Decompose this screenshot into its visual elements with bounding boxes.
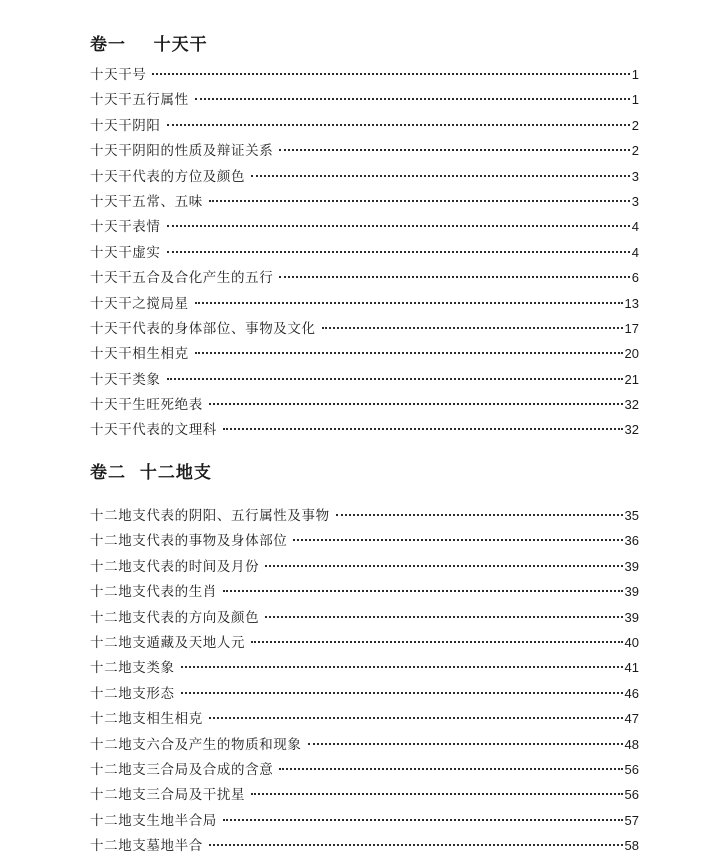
dot-leader bbox=[209, 200, 630, 202]
toc-entry[interactable] bbox=[90, 138, 639, 163]
toc-entry[interactable] bbox=[90, 87, 639, 112]
toc-entry-page-number: 3 bbox=[631, 168, 639, 184]
dot-leader bbox=[251, 793, 622, 795]
toc-entry-page-number: 2 bbox=[631, 143, 639, 159]
section-title-volume-1: 卷一 十天干 bbox=[90, 35, 208, 55]
toc-entry[interactable] bbox=[90, 316, 639, 341]
toc-list-volume-1 bbox=[90, 62, 639, 443]
toc-entry[interactable] bbox=[90, 554, 639, 579]
dot-leader bbox=[223, 590, 623, 592]
toc-entry[interactable] bbox=[90, 706, 639, 731]
toc-entry[interactable] bbox=[90, 113, 639, 138]
toc-entry-label: 十二地支墓地半合 bbox=[90, 838, 203, 855]
toc-entry-page-number: 1 bbox=[631, 92, 639, 108]
toc-entry-page-number: 39 bbox=[624, 609, 639, 625]
dot-leader bbox=[336, 514, 623, 516]
dot-leader bbox=[167, 225, 630, 227]
dot-leader bbox=[293, 539, 622, 541]
toc-entry[interactable] bbox=[90, 503, 639, 528]
toc-entry-label: 十天干代表的方位及颜色 bbox=[90, 168, 246, 185]
toc-entry-label: 十天干虚实 bbox=[90, 244, 161, 261]
toc-entry[interactable] bbox=[90, 833, 639, 858]
toc-entry-label: 十天干五常、五味 bbox=[90, 193, 203, 210]
dot-leader bbox=[265, 565, 622, 567]
toc-entry-page-number: 36 bbox=[624, 533, 639, 549]
toc-entry-label: 十天干号 bbox=[90, 67, 147, 83]
toc-entry[interactable] bbox=[90, 265, 639, 290]
toc-entry[interactable] bbox=[90, 655, 639, 680]
toc-entry-label: 十二地支三合局及合成的含意 bbox=[90, 761, 274, 778]
dot-leader bbox=[195, 352, 623, 354]
toc-entry[interactable] bbox=[90, 808, 639, 833]
toc-entry-label: 十二地支六合及产生的物质和现象 bbox=[90, 736, 302, 753]
dot-leader bbox=[223, 428, 623, 430]
toc-entry-page-number: 20 bbox=[624, 346, 639, 362]
dot-leader bbox=[322, 327, 623, 329]
toc-entry-page-number: 39 bbox=[624, 584, 639, 600]
toc-entry-page-number: 32 bbox=[624, 397, 639, 413]
toc-entry-label: 十二地支代表的时间及月份 bbox=[90, 558, 260, 575]
dot-leader bbox=[167, 378, 623, 380]
toc-entry-page-number: 21 bbox=[624, 371, 639, 387]
toc-entry-label: 十天干阴阳 bbox=[90, 117, 161, 134]
toc-entry[interactable] bbox=[90, 528, 639, 553]
dot-leader bbox=[195, 98, 630, 100]
section-title-volume-2: 卷二 十二地支 bbox=[90, 463, 212, 483]
toc-entry-page-number: 39 bbox=[624, 558, 639, 574]
toc-entry-page-number: 56 bbox=[624, 761, 639, 777]
toc-entry[interactable] bbox=[90, 189, 639, 214]
toc-entry[interactable] bbox=[90, 605, 639, 630]
dot-leader bbox=[308, 743, 623, 745]
dot-leader bbox=[209, 403, 623, 405]
toc-entry[interactable] bbox=[90, 341, 639, 366]
dot-leader bbox=[209, 844, 623, 846]
toc-entry[interactable] bbox=[90, 164, 639, 189]
dot-leader bbox=[279, 276, 629, 278]
toc-entry-label: 十二地支三合局及干扰星 bbox=[90, 787, 246, 804]
toc-entry-page-number: 13 bbox=[624, 295, 639, 311]
toc-entry[interactable] bbox=[90, 367, 639, 392]
toc-entry-page-number: 48 bbox=[624, 736, 639, 752]
toc-entry-label: 十天干五合及合化产生的五行 bbox=[90, 270, 274, 287]
toc-list-volume-2 bbox=[90, 503, 639, 858]
toc-entry[interactable] bbox=[90, 681, 639, 706]
toc-entry-page-number: 58 bbox=[624, 838, 639, 854]
toc-entry-label: 十天干之搅局星 bbox=[90, 295, 189, 312]
toc-entry[interactable] bbox=[90, 392, 639, 417]
toc-entry-label: 十二地支代表的阴阳、五行属性及事物 bbox=[90, 508, 330, 524]
dot-leader bbox=[152, 73, 629, 75]
dot-leader bbox=[181, 666, 623, 668]
toc-entry[interactable] bbox=[90, 579, 639, 604]
dot-leader bbox=[167, 124, 630, 126]
dot-leader bbox=[251, 175, 630, 177]
toc-entry[interactable] bbox=[90, 291, 639, 316]
toc-entry-label: 十二地支类象 bbox=[90, 660, 175, 677]
toc-entry[interactable] bbox=[90, 630, 639, 655]
dot-leader bbox=[167, 251, 630, 253]
toc-entry-page-number: 4 bbox=[631, 219, 639, 235]
toc-entry-label: 十天干代表的文理科 bbox=[90, 422, 217, 439]
toc-entry-page-number: 41 bbox=[624, 660, 639, 676]
toc-entry-page-number: 47 bbox=[624, 711, 639, 727]
toc-entry[interactable] bbox=[90, 732, 639, 757]
toc-entry[interactable] bbox=[90, 240, 639, 265]
toc-entry-page-number: 57 bbox=[624, 812, 639, 828]
toc-entry-page-number: 35 bbox=[624, 508, 639, 523]
toc-entry[interactable] bbox=[90, 214, 639, 239]
dot-leader bbox=[279, 149, 629, 151]
toc-entry-label: 十二地支生地半合局 bbox=[90, 812, 217, 829]
dot-leader bbox=[251, 641, 622, 643]
dot-leader bbox=[223, 819, 623, 821]
toc-entry[interactable] bbox=[90, 782, 639, 807]
dot-leader bbox=[195, 302, 623, 304]
toc-entry[interactable] bbox=[90, 757, 639, 782]
toc-entry-page-number: 17 bbox=[624, 320, 639, 336]
toc-entry-page-number: 6 bbox=[631, 270, 639, 286]
toc-entry[interactable] bbox=[90, 62, 639, 87]
toc-entry-label: 十二地支遁藏及天地人元 bbox=[90, 634, 246, 651]
toc-entry-label: 十二地支形态 bbox=[90, 685, 175, 702]
toc-entry-label: 十天干表情 bbox=[90, 219, 161, 236]
dot-leader bbox=[265, 616, 622, 618]
dot-leader bbox=[279, 768, 622, 770]
toc-entry-page-number: 56 bbox=[624, 787, 639, 803]
toc-entry-label: 十天干阴阳的性质及辩证关系 bbox=[90, 143, 274, 160]
toc-entry-page-number: 32 bbox=[624, 422, 639, 438]
toc-entry-page-number: 4 bbox=[631, 244, 639, 260]
dot-leader bbox=[181, 692, 623, 694]
toc-entry-page-number: 40 bbox=[624, 634, 639, 650]
toc-entry-page-number: 3 bbox=[631, 193, 639, 209]
toc-entry-label: 十天干相生相克 bbox=[90, 346, 189, 363]
toc-entry-page-number: 46 bbox=[624, 685, 639, 701]
toc-entry-label: 十二地支代表的方向及颜色 bbox=[90, 609, 260, 626]
toc-entry[interactable] bbox=[90, 417, 639, 442]
toc-entry-label: 十天干类象 bbox=[90, 371, 161, 388]
dot-leader bbox=[209, 717, 623, 719]
toc-entry-label: 十二地支相生相克 bbox=[90, 711, 203, 728]
toc-entry-label: 十天干五行属性 bbox=[90, 92, 189, 109]
toc-entry-label: 十二地支代表的事物及身体部位 bbox=[90, 533, 288, 550]
toc-entry-page-number: 1 bbox=[631, 67, 639, 82]
toc-entry-page-number: 2 bbox=[631, 117, 639, 133]
toc-entry-label: 十天干生旺死绝表 bbox=[90, 397, 203, 414]
toc-entry-label: 十二地支代表的生肖 bbox=[90, 584, 217, 601]
toc-entry-label: 十天干代表的身体部位、事物及文化 bbox=[90, 320, 316, 337]
